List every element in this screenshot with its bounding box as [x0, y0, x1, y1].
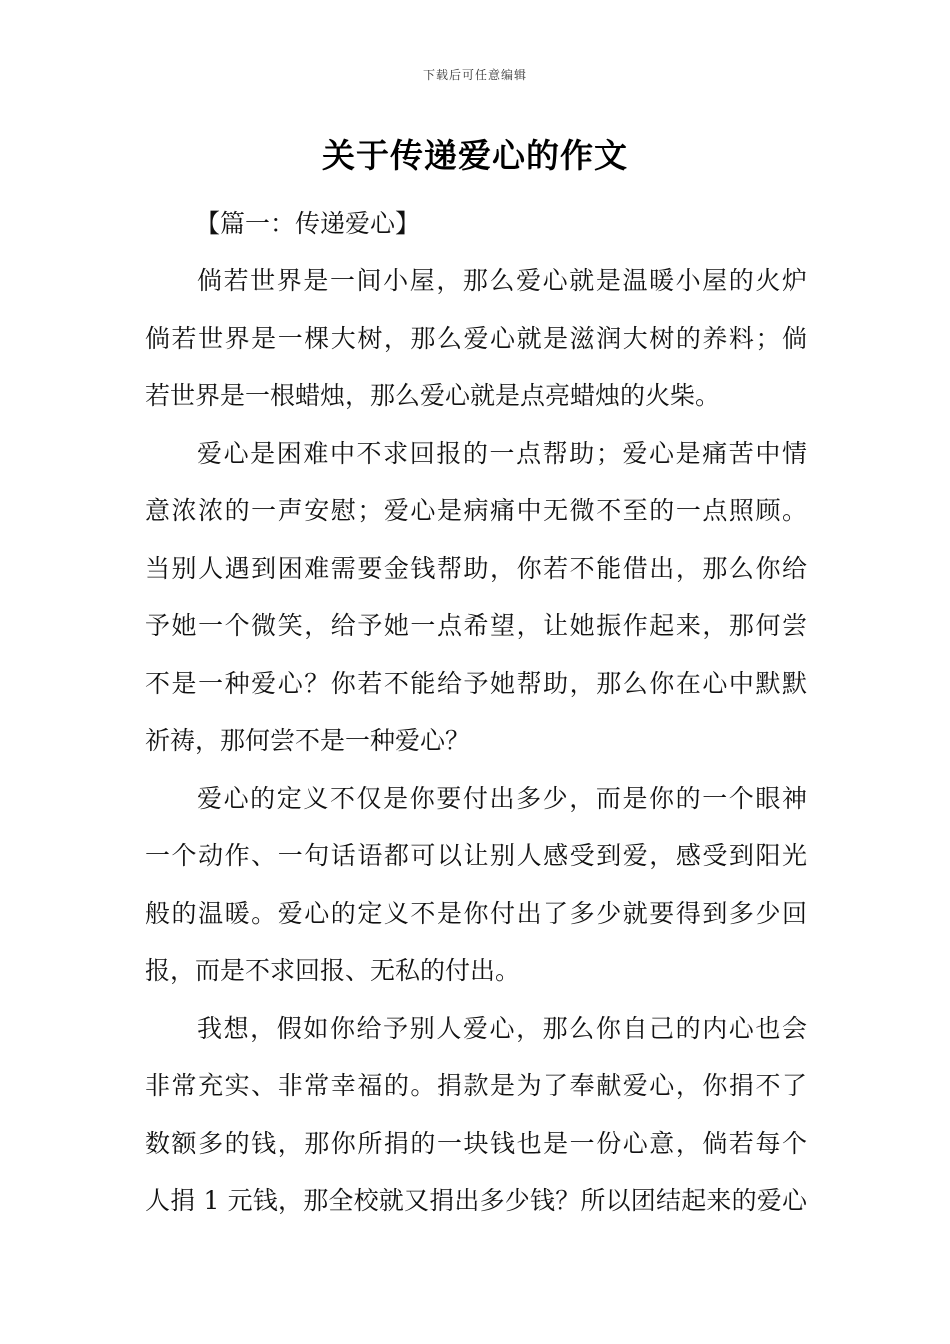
text-line: 爱心的定义不仅是你要付出多少，而是你的一个眼神 [197, 783, 807, 813]
paragraph-2 [145, 425, 807, 770]
text-line: 爱心是困难中不求回报的一点帮助；爱心是痛苦中情 [197, 438, 807, 468]
text-line: 若世界是一根蜡烛，那么爱心就是点亮蜡烛的火柴。 [145, 381, 721, 410]
text-line: 数额多的钱，那你所捐的一块钱也是一份心意，倘若每个 [145, 1128, 807, 1158]
text-line: 倘若世界是一棵大树，那么爱心就是滋润大树的养料；倘 [145, 323, 807, 353]
header-note: 下载后可任意编辑 [422, 68, 527, 82]
text-line: 不是一种爱心？你若不能给予她帮助，那么你在心中默默 [145, 668, 807, 698]
text-line: 报，而是不求回报、无私的付出。 [145, 956, 521, 985]
section-heading: 【篇一：传递爱心】 [195, 209, 421, 238]
text-line: 非常充实、非常幸福的。捐款是为了奉献爱心，你捐不了 [145, 1071, 807, 1100]
text-line: 我想，假如你给予别人爱心，那么你自己的内心也会 [197, 1013, 807, 1043]
paragraph-3 [145, 770, 807, 1000]
paragraph-4 [145, 1000, 807, 1230]
text-line: 祈祷，那何尝不是一种爱心？ [145, 726, 471, 755]
document-body [145, 195, 807, 1230]
text-line: 人捐 1 元钱，那全校就又捐出多少钱？所以团结起来的爱心 [145, 1186, 807, 1215]
text-line: 般的温暖。爱心的定义不是你付出了多少就要得到多少回 [145, 898, 807, 928]
text-line: 当别人遇到困难需要金钱帮助，你若不能借出，那么你给 [145, 553, 807, 583]
text-line: 意浓浓的一声安慰；爱心是病痛中无微不至的一点照顾。 [145, 496, 807, 525]
text-line: 倘若世界是一间小屋，那么爱心就是温暖小屋的火炉 [197, 266, 807, 295]
text-line: 一个动作、一句话语都可以让别人感受到爱，感受到阳光 [145, 841, 807, 870]
document-title: 关于传递爱心的作文 [322, 136, 628, 175]
text-line: 予她一个微笑，给予她一点希望，让她振作起来，那何尝 [145, 611, 807, 640]
paragraph-1 [145, 252, 807, 425]
